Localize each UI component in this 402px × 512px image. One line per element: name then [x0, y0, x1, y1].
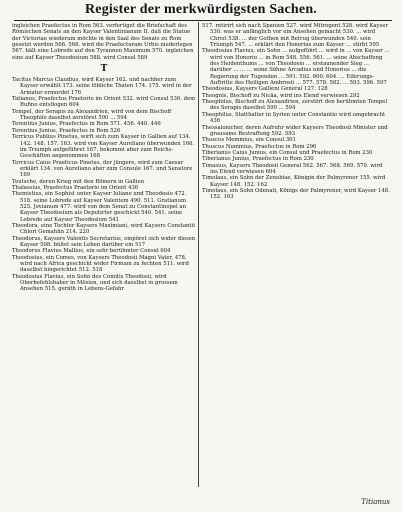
index-entry: Terricus Publius Pinetus, wirft sich zum Kayser in Gallien auf 134. 142. 148. 157. 163. wird von Kayser Aureliano überwunden 166. im Triumph aufgeführet 167. bekommt aber zum Reichs-Geschäften angenommen 168: [12, 134, 195, 160]
index-entry: Thessalonicher, deren Aufruhr wider Kaysers Theodosii Minister und grausame Bestraffung 592. 593: [202, 124, 388, 137]
index-entry: Timolaus, ein Sohn der Zenobiae, Königin der Palmyrener 155. wird Kayser 148. 152. 162: [202, 175, 386, 188]
section-letter: T: [100, 64, 108, 75]
page-title: Register der merkwürdigsten Sachen.: [84, 2, 318, 17]
index-entry: Terentius Junius, Praefectus in Rom 571. 456. 440. 446: [12, 121, 161, 128]
right-entries: [202, 23, 390, 201]
right-column: [202, 23, 390, 498]
index-entry: Theodosius, Kaysers Gallieni General 127. 128: [202, 86, 328, 93]
index-entry: Teutsche, deren Krieg mit den Römern in Gallien: [12, 178, 144, 185]
index-entry: Theodosius, ein Comes, von Kaysers Theodosii Magni Vater, 478. wird nach Africa geschickt wider Firmum zu fechten 511. wird daselbst hingerichtet 512. 518: [12, 254, 189, 274]
index-entry: Timolaus, ein Sohn Odenati, Königs der Palmyrener, wird Kayser 148. 152. 163: [202, 187, 390, 201]
header-rule: [14, 20, 392, 21]
index-entry: Theodorus Flavius Mallius, ein sehr berühmter Consul 604: [12, 248, 171, 255]
left-column: [12, 23, 196, 498]
index-entry: Thuscus Nummius, Praefectus in Rom 296: [202, 143, 317, 150]
index-entry: Thalassius, Praefectus Praetorio im Orient 436: [12, 184, 139, 191]
index-entry: Theophilus, Bischoff zu Alexandrien, zerstört den berühmten Tempel des Serapis daselbst 590 ... 594: [202, 99, 388, 112]
index-entry: Theodorus, Kaysers Valentis Secretarius, empöret sich wider diesen Kayser 508. büßet sein Leben darüber ein 517: [12, 235, 196, 248]
index-entry: Themistius, ein Sophist unter Kayser Iuliano und Theodosio 472. 518. seine Lobrede auf Kayser Valentem 490. 511. Gratianum 525. Jovianum 477. wird von dem Senat zu Constantinopel an Kayser Theodosium als Deputirter geschickt 540. 541. seine Lobrede auf Kayser Theodosium 541: [12, 191, 187, 223]
index-entry: Theodosius Flavius, ein Sohn des Comitis Theodosii, wird Oberbefehlshaber in Mösien, und sich daselbst in grossem Ansehen 515. geräth in Lebens-Gefahr: [12, 273, 178, 293]
index-entry: Tacitus Marcus Claudius, wird Kayser 162. und nachher zum Kayser erwählt 173. seine löbliche Thaten 174. 175. wird in der Armatur ermordet 176: [12, 77, 192, 96]
index-entry: Thuscus Memmius, ein Consul 301: [202, 137, 296, 144]
index-entry: Tiberianus Junius, Praefectus in Rom 230: [202, 156, 314, 163]
index-entry: Terricus Caius Praeticus Pinetus, der jüngere, wird zum Caesar erklärt 134. von Aureliano aber zum Consule 167. und Senatore 169: [12, 159, 193, 179]
index-entry: ingleichen Praefectus in Rom 563. verfertiget die Briefschaft des Römischen Senats an den Kayser Valentinianum II. daß die Statue der Victoriae wiederum möchte in den Saal des Senats zu Rom gesetzt werden 566. 568. wird die Praefecturam Urbis niederlegen 567. hält eine Lobrede auf den Tyrannen Maximum 570. ingleichen eine auf Kayser Theodosium 588. wird Consul 589: [12, 23, 194, 61]
index-entry: 517. retirirt sich nach Spanien 527. wird Mitregent 528. wird Kayser 530. was er anfänglich vor ein Ansehen gemacht 530. ... wird Christ 538. ... der Gothen mit Betrug überwunden 540. sein Triumph 547. ... erklärt den Honorius zum Kayser ... stirbt 595: [202, 23, 388, 49]
index-entry: Timasius, Kaysers Theodosii General 562. 567. 568. 569. 570. wird ins Elend verwiesen 604: [202, 162, 383, 175]
index-entry: Theophilus, Statthalter in Syrien unter Constantio wird umgebracht 436: [202, 111, 386, 125]
left-entries-after: [12, 77, 196, 293]
column-divider: [198, 22, 199, 487]
index-entry: Theodosius Flavius, ein Sohn ... aufgeführt ... wird in ... von Kayser ... wird von Honorio ... in Rom 548. 556. 561. ... seine Abschaffung des Heidenthums ... von Theodosio ... erstaunender Sieg ... darüber ... ... ... seine Söhne Arcadius und Honorius ... die Regierung der Tugenden ... 591. 592. 600. 604. ... Eiferungs-Auftritte des Heiligen Ambrosii ... 577. 578. 582. ... 593. 596. 597: [202, 48, 390, 87]
catchword: Titianus: [361, 498, 390, 506]
index-entry: Theodora, eine Tochter Kaysers Maximiani, wird Kaysers Constantii Chlori Gemahlin 214. 220: [12, 222, 195, 236]
index-entry: Terentius Junius, Praefectus in Rom 526: [12, 127, 121, 134]
index-entry: Tatianus, Praefectus Praetorio im Orient 532. wird Consul 536. dem Rufino entsflogen 604: [12, 96, 196, 109]
left-entries-before: [12, 23, 196, 61]
index-entry: Theognis, Bischoff zu Nicäa, wird ins Elend verwiesen 292: [202, 92, 360, 99]
index-entry: Tiberianus Caius Junius, ein Consul und Praefectus in Rom 230: [202, 149, 373, 156]
index-entry: Tempel, der Serapis zu Alexandrien, wird von dem Bischoff Theophilo daselbst zerstöret 590 ... 594: [12, 108, 172, 122]
